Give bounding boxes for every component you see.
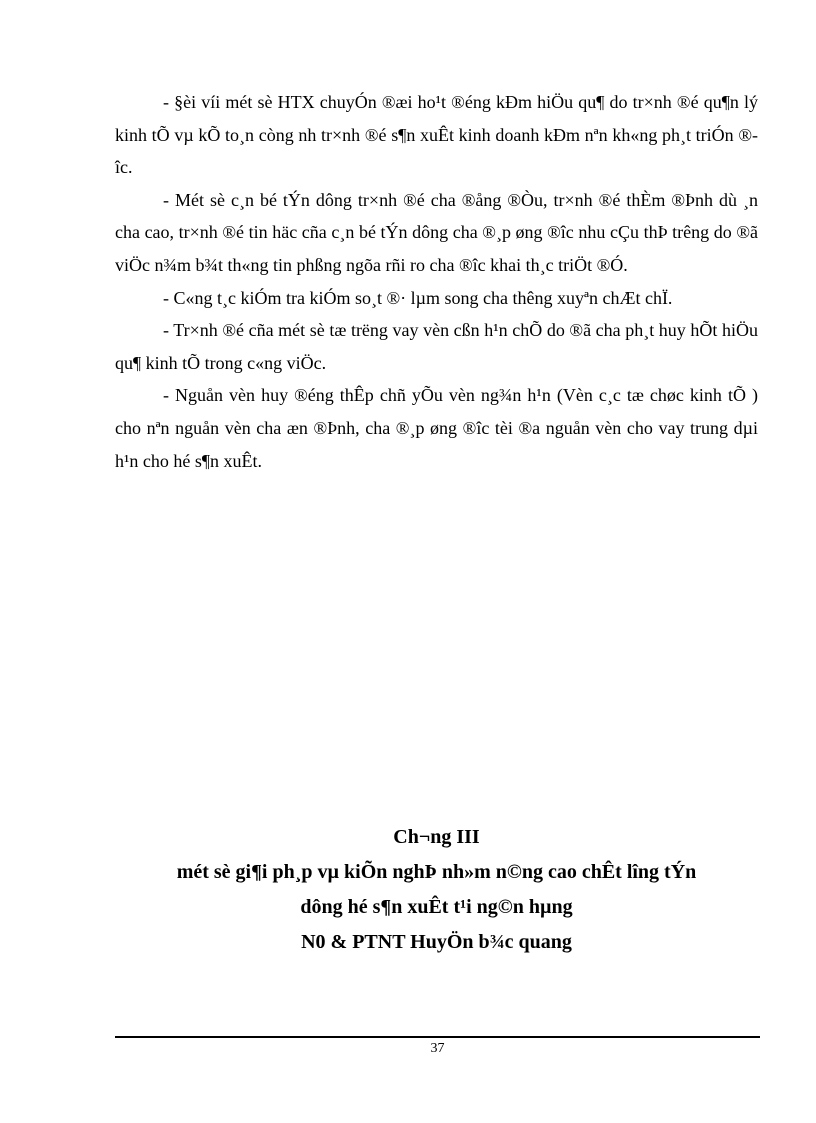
paragraph-credit-staff: - Mét sè c¸n bé tÝn dông tr×nh ®é cha ®ång ®Òu, tr×nh ®é thÈm ®Þnh dù ¸n cha cao, tr×nh ®é tin häc cña c¸n bé tÝn dông cha ®¸p øng ®îc nhu cÇu thÞ trêng do ®ã viÖc n¾m b¾t th«ng tin phßng ngõa rñi ro cha ®îc khai th¸c triÖt ®Ó. xyxy=(115,189,758,275)
chapter-title-line-3: N0 & PTNT HuyÖn b¾c quang xyxy=(301,931,572,953)
paragraph-capital: - Nguån vèn huy ®éng thÊp chñ yÕu vèn ng¾n h¹n (Vèn c¸c tæ chøc kinh tÕ ) cho nªn nguån vèn cha æn ®Þnh, cha ®¸p øng ®îc tèi ®a nguån vèn cho vay trung dµi h¹n cho hé s¶n xuÊt. xyxy=(115,385,758,471)
chapter-title-line-1: mét sè gi¶i ph¸p vµ kiÕn nghÞ nh»m n©ng cao chÊt lîng tÝn xyxy=(176,861,697,883)
chapter-number: Ch¬ng III xyxy=(393,826,480,848)
body-text xyxy=(115,86,758,477)
footer-divider xyxy=(115,1036,760,1038)
chapter-title-line-2: dông hé s¶n xuÊt t¹i ng©n hµng xyxy=(300,896,573,918)
paragraph-group-leaders: - Tr×nh ®é cña mét sè tæ trëng vay vèn cßn h¹n chÕ do ®ã cha ph¸t huy hÕt hiÖu qu¶ kinh tÕ trong c«ng viÖc. xyxy=(115,320,758,373)
paragraph-htx: - §èi víi mét sè HTX chuyÓn ®æi ho¹t ®éng kÐm hiÖu qu¶ do tr×nh ®é qu¶n lý kinh tÕ vµ kÕ to¸n còng nh tr×nh ®é s¶n xuÊt kinh doanh kÐm nªn kh«ng ph¸t triÓn ®îc. xyxy=(115,92,758,178)
chapter-heading xyxy=(115,820,758,960)
page-number: 37 xyxy=(430,1041,445,1056)
paragraph-inspection: - C«ng t¸c kiÓm tra kiÓm so¸t ®· lµm song cha thêng xuyªn chÆt chÏ. xyxy=(163,287,673,308)
